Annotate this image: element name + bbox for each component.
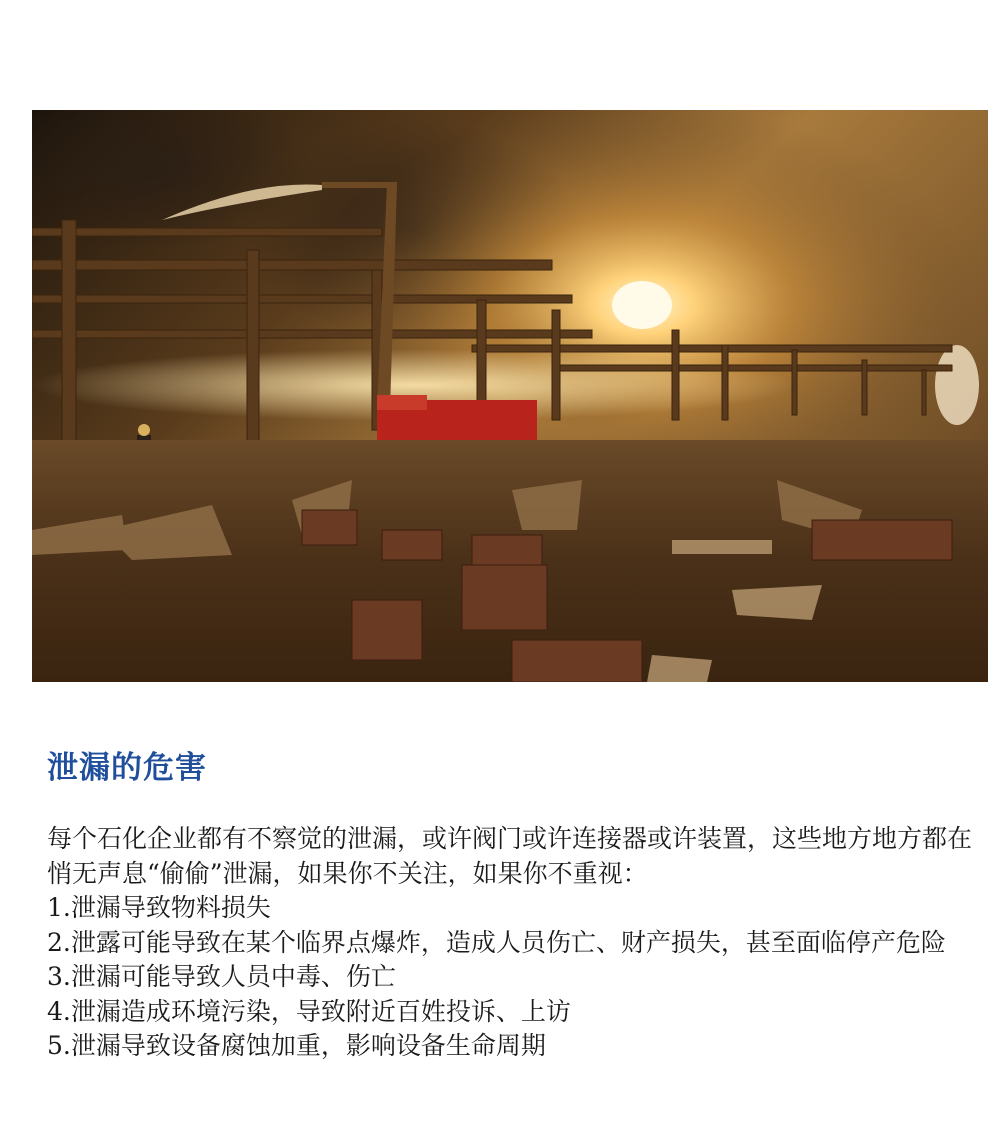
list-item: 4.泄漏造成环境污染，导致附近百姓投诉、上访	[47, 996, 571, 1026]
intro-paragraph: 每个石化企业都有不察觉的泄漏，或许阀门或许连接器或许装置，这些地方地方都在悄无声息“偷偷”泄漏，如果你不关注，如果你不重视：	[47, 824, 973, 888]
list-item: 3.泄漏可能导致人员中毒、伤亡	[47, 962, 396, 991]
list-item: 1.泄漏导致物料损失	[47, 893, 271, 922]
list-item: 2.泄露可能导致在某个临界点爆炸，造成人员伤亡、财产损失，甚至面临停产危险	[47, 927, 946, 957]
section-title: 泄漏的危害	[47, 750, 207, 786]
article-body	[47, 822, 977, 1064]
industrial-explosion-photo-icon	[32, 110, 988, 682]
explosion-scene-photo	[32, 110, 988, 682]
list-item: 5.泄漏导致设备腐蚀加重，影响设备生命周期	[47, 1031, 546, 1060]
hazard-list	[47, 891, 977, 1064]
